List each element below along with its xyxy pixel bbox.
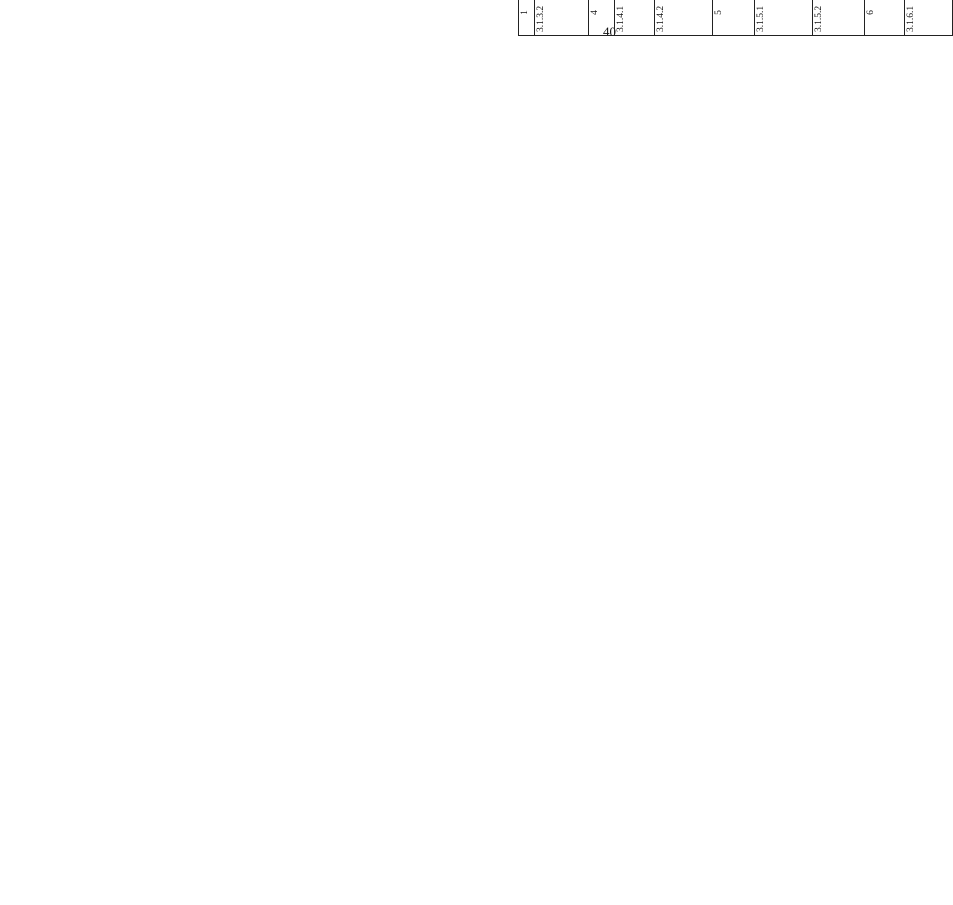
indicator-row <box>755 0 813 36</box>
indicator-row <box>615 0 655 36</box>
indicator-row <box>655 0 713 36</box>
indicator-code: 3.1.6.1 <box>905 0 953 36</box>
section-number: 4 <box>589 0 615 36</box>
indicator-row <box>905 0 953 36</box>
section-row <box>589 0 615 36</box>
header-cell: 1 <box>519 0 535 36</box>
section-number: 5 <box>713 0 755 36</box>
header-row <box>519 0 535 36</box>
indicator-row <box>813 0 865 36</box>
indicator-code: 3.1.4.1 <box>615 0 655 36</box>
rotated-table-container <box>518 0 936 36</box>
page-number: 40 <box>603 24 616 39</box>
table-body <box>519 0 953 36</box>
section-row <box>865 0 905 36</box>
section-number: 6 <box>865 0 905 36</box>
indicator-code: 3.1.3.2 <box>535 0 589 36</box>
indicators-table <box>518 0 953 36</box>
indicator-row <box>535 0 589 36</box>
indicator-code: 3.1.5.2 <box>813 0 865 36</box>
section-row <box>713 0 755 36</box>
indicator-code: 3.1.5.1 <box>755 0 813 36</box>
indicator-code: 3.1.4.2 <box>655 0 713 36</box>
